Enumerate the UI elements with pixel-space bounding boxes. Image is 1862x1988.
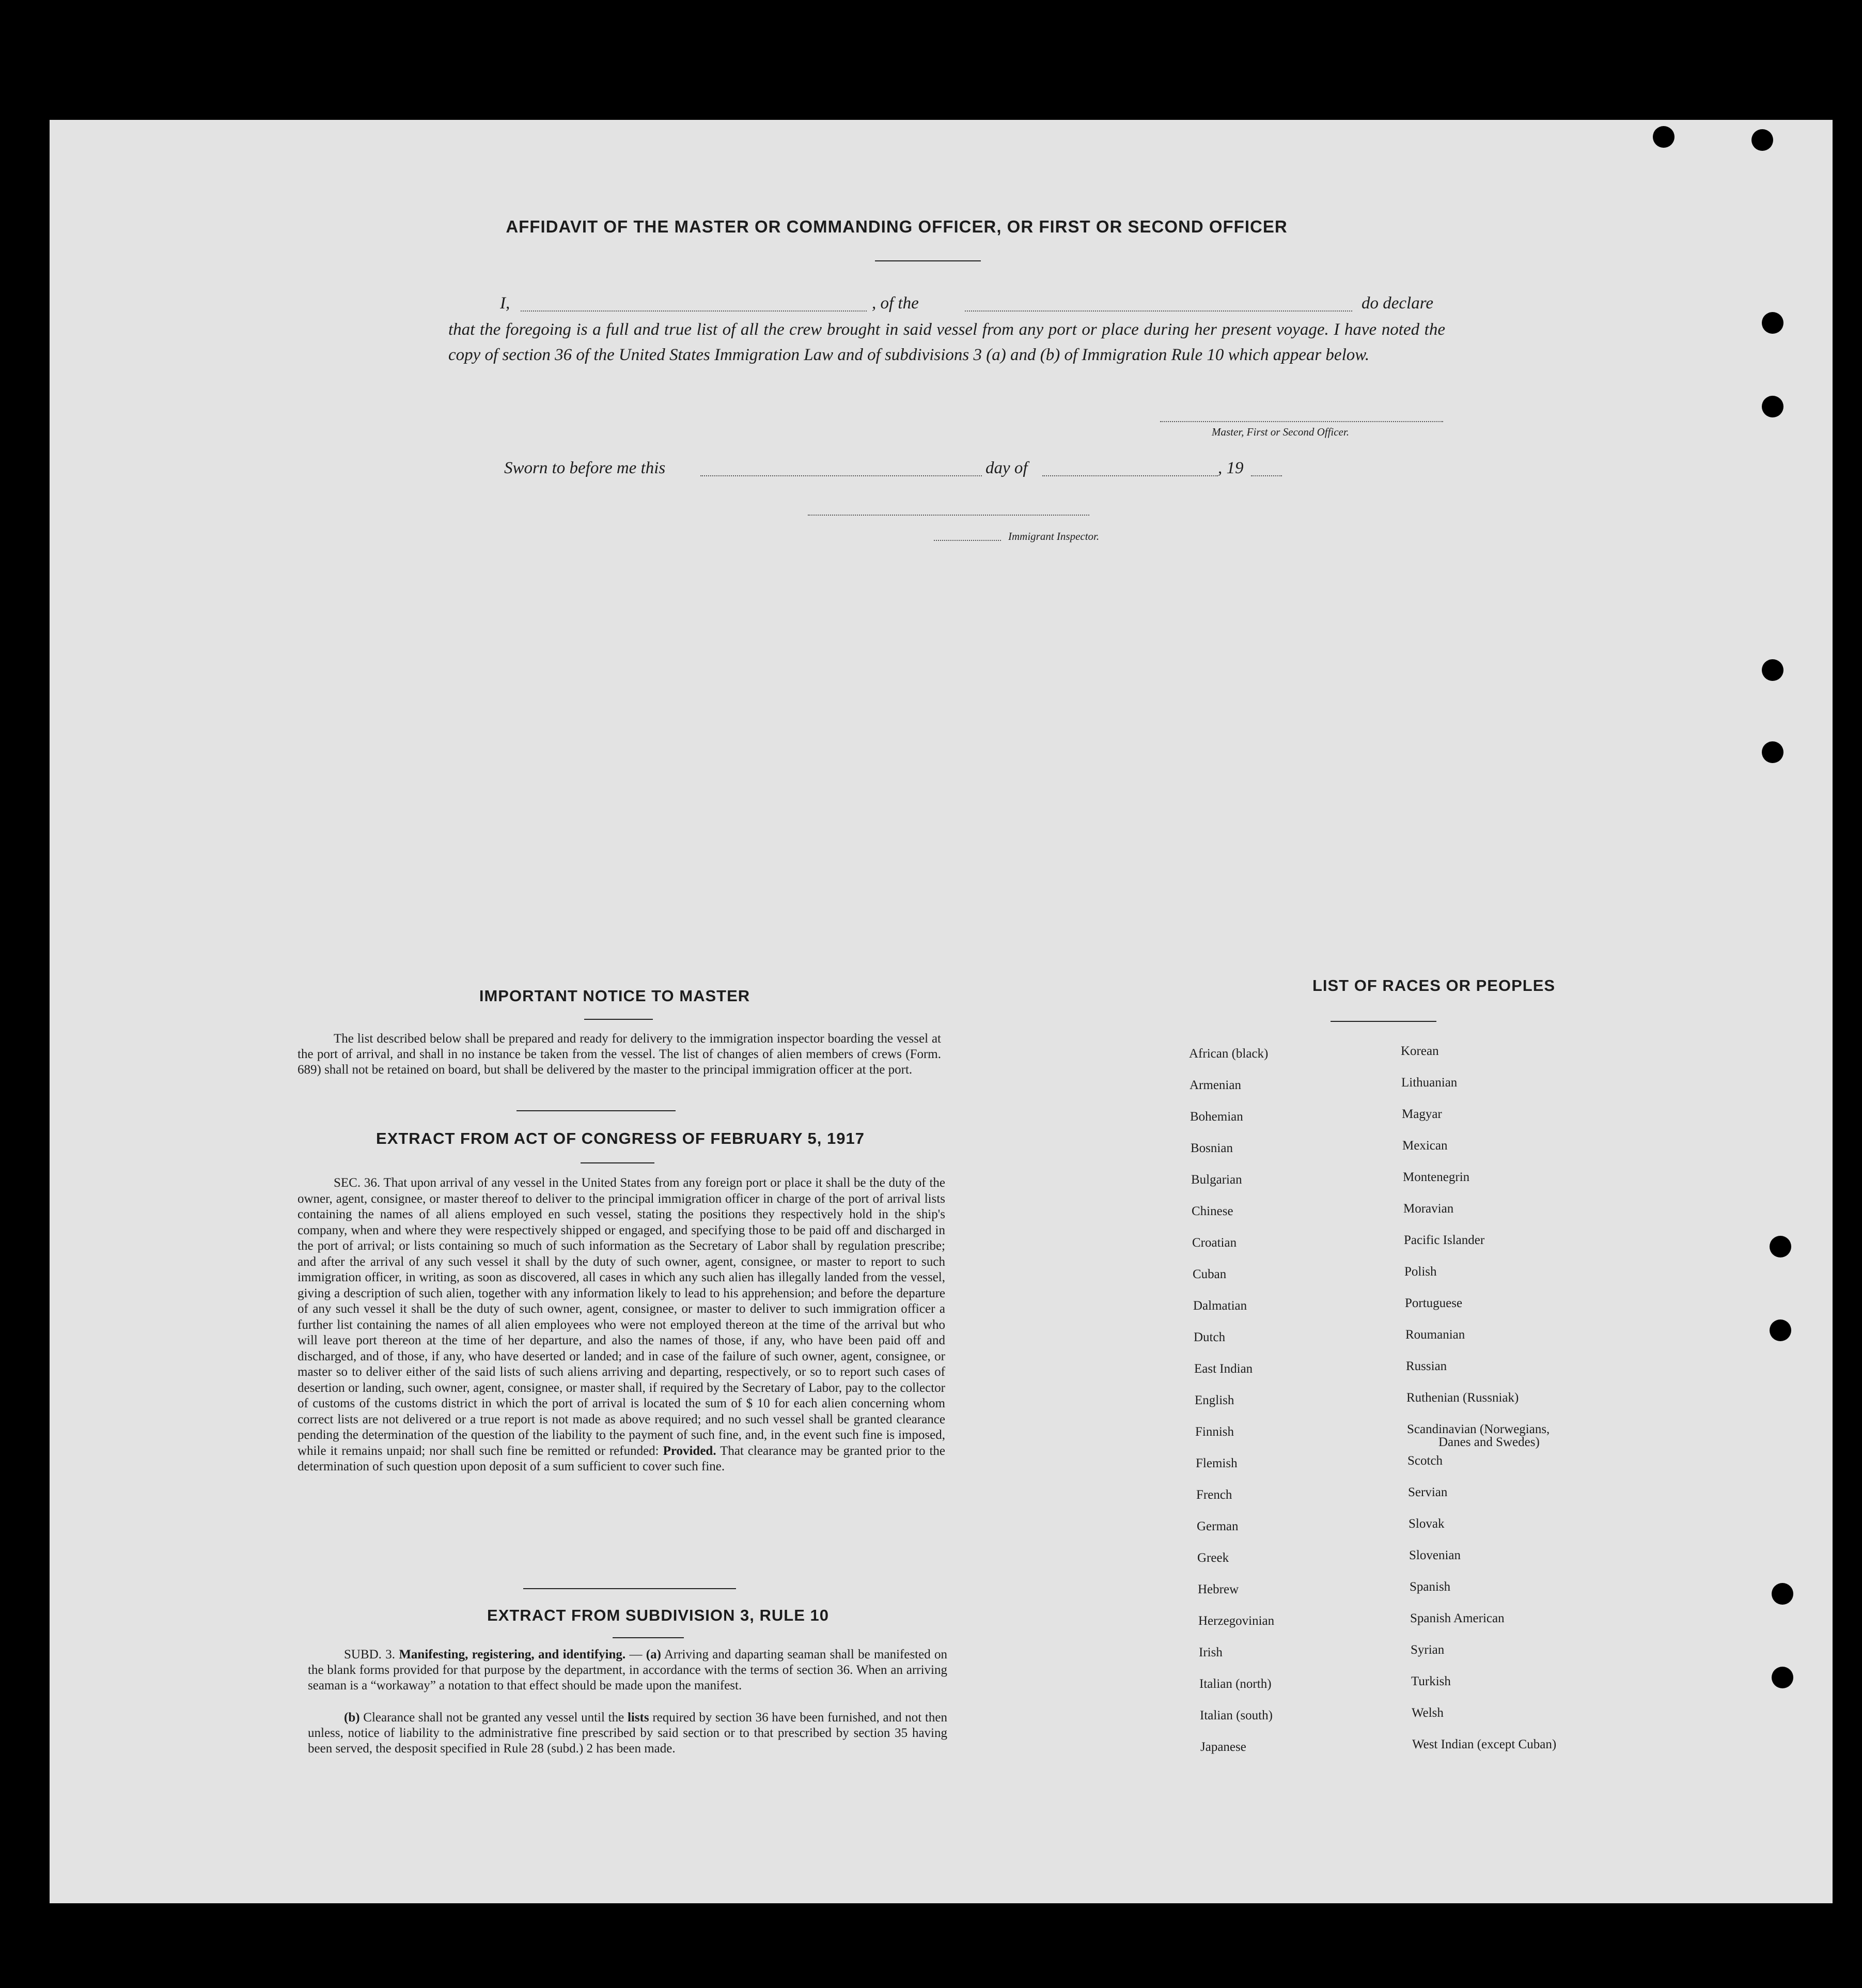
race-right-item: Korean [1401, 1044, 1439, 1058]
race-right-item: West Indian (except Cuban) [1412, 1737, 1557, 1751]
inspector-signature-blank[interactable] [808, 515, 1089, 516]
subd-b-lists: lists [627, 1711, 649, 1725]
subd-separator: — [625, 1648, 646, 1661]
race-right-item: Moravian [1403, 1202, 1454, 1216]
races-title: LIST OF RACES OR PEOPLES [1312, 976, 1556, 995]
subd-a-label: (a) [646, 1648, 661, 1661]
race-left-item: African (black) [1189, 1047, 1269, 1061]
affidavit-title: AFFIDAVIT OF THE MASTER OR COMMANDING OFFICER, OR FIRST OR SECOND OFFICER [506, 217, 1288, 236]
subd-b-label: (b) [344, 1711, 360, 1725]
year-label: , 19 [1218, 459, 1244, 477]
notice-title: IMPORTANT NOTICE TO MASTER [479, 987, 750, 1005]
punch-hole [1770, 1319, 1791, 1341]
declarant-name-blank[interactable] [521, 310, 867, 312]
race-left-item: East Indian [1194, 1362, 1253, 1376]
subd-b-text-end: required by section 36 have been furnished, and not then unless, notice of liability to the administrative fine prescribed by said section or to that prescribed by section 35 having been served, the desposit specified in Rule 28 (subd.) 2 has been made. [308, 1711, 948, 1756]
race-right-item: Scotch [1407, 1454, 1443, 1468]
section-36-body [298, 1175, 945, 1475]
race-right-item: Welsh [1412, 1706, 1444, 1720]
race-right-item: Russian [1406, 1359, 1447, 1373]
subd-heading: Manifesting, registering, and identifying. [399, 1648, 626, 1661]
subd3-paragraph-a [308, 1647, 947, 1694]
punch-hole [1762, 659, 1783, 681]
race-left-item: Italian (south) [1200, 1709, 1273, 1722]
rule10-title: EXTRACT FROM SUBDIVISION 3, RULE 10 [487, 1606, 829, 1624]
sworn-label: Sworn to before me this [504, 459, 666, 477]
race-right-item: Pacific Islander [1404, 1233, 1485, 1247]
race-right-item: Scandinavian (Norwegians, [1407, 1422, 1550, 1436]
form-sheet [50, 120, 1833, 1903]
affidavit-of-the-label: , of the [872, 294, 919, 313]
subd-b-text: Clearance shall not be granted any vessel until the [363, 1711, 624, 1725]
race-right-item: Mexican [1402, 1139, 1448, 1153]
act-end-rule [523, 1588, 736, 1589]
race-left-item: Hebrew [1198, 1582, 1239, 1596]
races-title-rule [1331, 1021, 1436, 1022]
race-left-item: Japanese [1200, 1740, 1246, 1754]
race-left-item: English [1195, 1393, 1234, 1407]
race-right-item: Ruthenian (Russniak) [1406, 1391, 1519, 1405]
race-left-item: Flemish [1196, 1456, 1238, 1470]
race-right-item: Slovenian [1409, 1548, 1461, 1562]
vessel-name-blank[interactable] [965, 310, 1352, 312]
race-right-item: Spanish American [1410, 1611, 1505, 1625]
act-title-rule [581, 1162, 654, 1163]
section-36-text-end: That clearance may be granted prior to the determination of such question upon deposit of a sum sufficient to cover such fine. [298, 1443, 945, 1473]
affidavit-do-declare-label: do declare [1362, 294, 1433, 313]
punch-hole [1772, 1667, 1793, 1688]
race-right-item: Turkish [1411, 1674, 1451, 1688]
race-left-item: Bosnian [1191, 1141, 1233, 1155]
race-left-item: Bulgarian [1191, 1173, 1242, 1187]
sworn-year-blank[interactable] [1251, 475, 1282, 476]
provided-label: Provided. [663, 1443, 716, 1458]
race-left-item: Irish [1199, 1645, 1223, 1659]
race-right-item: Polish [1404, 1265, 1437, 1279]
notice-end-rule [517, 1110, 676, 1111]
race-left-item: Dalmatian [1193, 1299, 1247, 1313]
race-right-item: Portuguese [1405, 1296, 1463, 1310]
race-right-item: Servian [1408, 1485, 1448, 1499]
affidavit-body: that the foregoing is a full and true list of all the crew brought in said vessel from any port or place during her present voyage. I have noted the copy of section 36 of the United States Immigration Law and of subdivisions 3 (a) and (b) of Immigration Rule 10 which appear below. [448, 320, 1445, 364]
punch-hole [1762, 396, 1783, 417]
notice-body: The list described below shall be prepared and ready for delivery to the immigration inspector boarding the vessel at the port of arrival, and shall in no instance be taken from the vessel. The list of changes of alien members of crews (Form. 689) shall not be retained on board, but shall be delivered by the master to the principal immigration officer at the port. [298, 1032, 941, 1077]
race-right-item: Lithuanian [1401, 1076, 1458, 1090]
race-right-item: Spanish [1410, 1580, 1451, 1594]
punch-hole [1762, 741, 1783, 763]
race-left-item: Armenian [1190, 1078, 1241, 1092]
punch-hole-top-left [1653, 126, 1675, 148]
affidavit-title-rule [875, 260, 981, 261]
race-left-item: Greek [1197, 1551, 1229, 1565]
race-left-item: Chinese [1192, 1204, 1233, 1218]
race-left-item: French [1196, 1488, 1232, 1502]
section-36-text: SEC. 36. That upon arrival of any vessel in the United States from any foreign port or place it shall be the duty of the owner, agent, consignee, or master thereof to deliver to the principal immigration officer in charge of the port of arrival lists containing the names of all aliens employed en such vessel, stating the positions they respectively hold in the ship's company, when and where they were respectively shipped or engaged, and specifying those to be paid off and discharged in the port of arrival; or lists containing so much of such information as the Secretary of Labor shall by regulation prescribe; and after the arrival of any such vessel it shall by the duty of such owner, agent, consignee, or master to report to such immigration officer, in writing, as soon as discovered, all cases in which any such alien has illegally landed from the vessel, giving a description of such alien, together with any information likely to lead to his apprehension; and before the departure of any such vessel it shall be the duty of such owner, agent, consignee, or master to deliver to such immigration officer a further list containing the names of all alien employees who were not employed thereon at the time of the arrival but who will leave port thereon at the time of her departure, and also the names of those, if any, who have been paid off and discharged, and of those, if any, who have deserted or landed; and in case of the failure of such owner, agent, consignee, or master so to deliver either of the said lists of such aliens arriving and departing, respectively, or so to report such cases of desertion or landing, such owner, agent, consignee, or master shall, if required by the Secretary of Labor, pay to the collector of customs of the customs district in which the port of arrival is located the sum of $ 10 for each alien concerning whom correct lists are not delivered or a true report is not made as above required; and no such vessel shall be granted clearance pending the determination of the question of the liability to the payment of such fine, and, in the event such fine is imposed, while it remains unpaid; nor shall such fine be remitted or refunded: [298, 1176, 945, 1458]
race-right-item: Montenegrin [1403, 1170, 1470, 1184]
race-right-item: Roumanian [1405, 1328, 1465, 1342]
race-right-item: Danes and Swedes) [1438, 1435, 1540, 1449]
punch-hole [1772, 1583, 1793, 1605]
officer-signature-caption: Master, First or Second Officer. [1212, 426, 1349, 438]
race-left-item: Bohemian [1190, 1110, 1243, 1124]
race-left-item: Croatian [1192, 1236, 1237, 1250]
race-left-item: Cuban [1193, 1267, 1227, 1281]
notice-title-rule [584, 1019, 653, 1020]
punch-hole-top-right [1751, 129, 1773, 151]
race-left-item: Italian (north) [1199, 1677, 1272, 1691]
race-left-item: Finnish [1195, 1425, 1234, 1439]
act-title: EXTRACT FROM ACT OF CONGRESS OF FEBRUARY 5, 1917 [376, 1129, 865, 1147]
subd3-paragraph-b [308, 1710, 947, 1757]
rule10-title-rule [613, 1637, 684, 1638]
officer-signature-blank[interactable] [1160, 421, 1443, 422]
race-left-item: Herzegovinian [1198, 1614, 1275, 1628]
day-of-label: day of [985, 459, 1028, 477]
race-left-item: Dutch [1194, 1330, 1226, 1344]
punch-hole [1762, 312, 1783, 334]
punch-hole [1770, 1236, 1791, 1257]
affidavit-i-label: I, [500, 294, 510, 313]
race-right-item: Slovak [1409, 1517, 1445, 1531]
race-right-item: Syrian [1411, 1643, 1445, 1657]
subd-prefix: SUBD. 3. [344, 1648, 395, 1661]
race-right-item: Magyar [1402, 1107, 1442, 1121]
sworn-month-blank[interactable] [1042, 475, 1218, 476]
race-left-item: German [1197, 1519, 1239, 1533]
subd-a-text: Arriving and daparting seaman shall be manifested on the blank forms provided for that purpose by the department, in accordance with the terms of section 36. When an arriving seaman is a “workaway” a notation to that effect should be made upon the manifest. [308, 1648, 948, 1692]
inspector-signature-blank-short[interactable] [934, 540, 1001, 541]
sworn-date-blank[interactable] [700, 475, 982, 476]
inspector-caption: Immigrant Inspector. [1008, 530, 1100, 542]
